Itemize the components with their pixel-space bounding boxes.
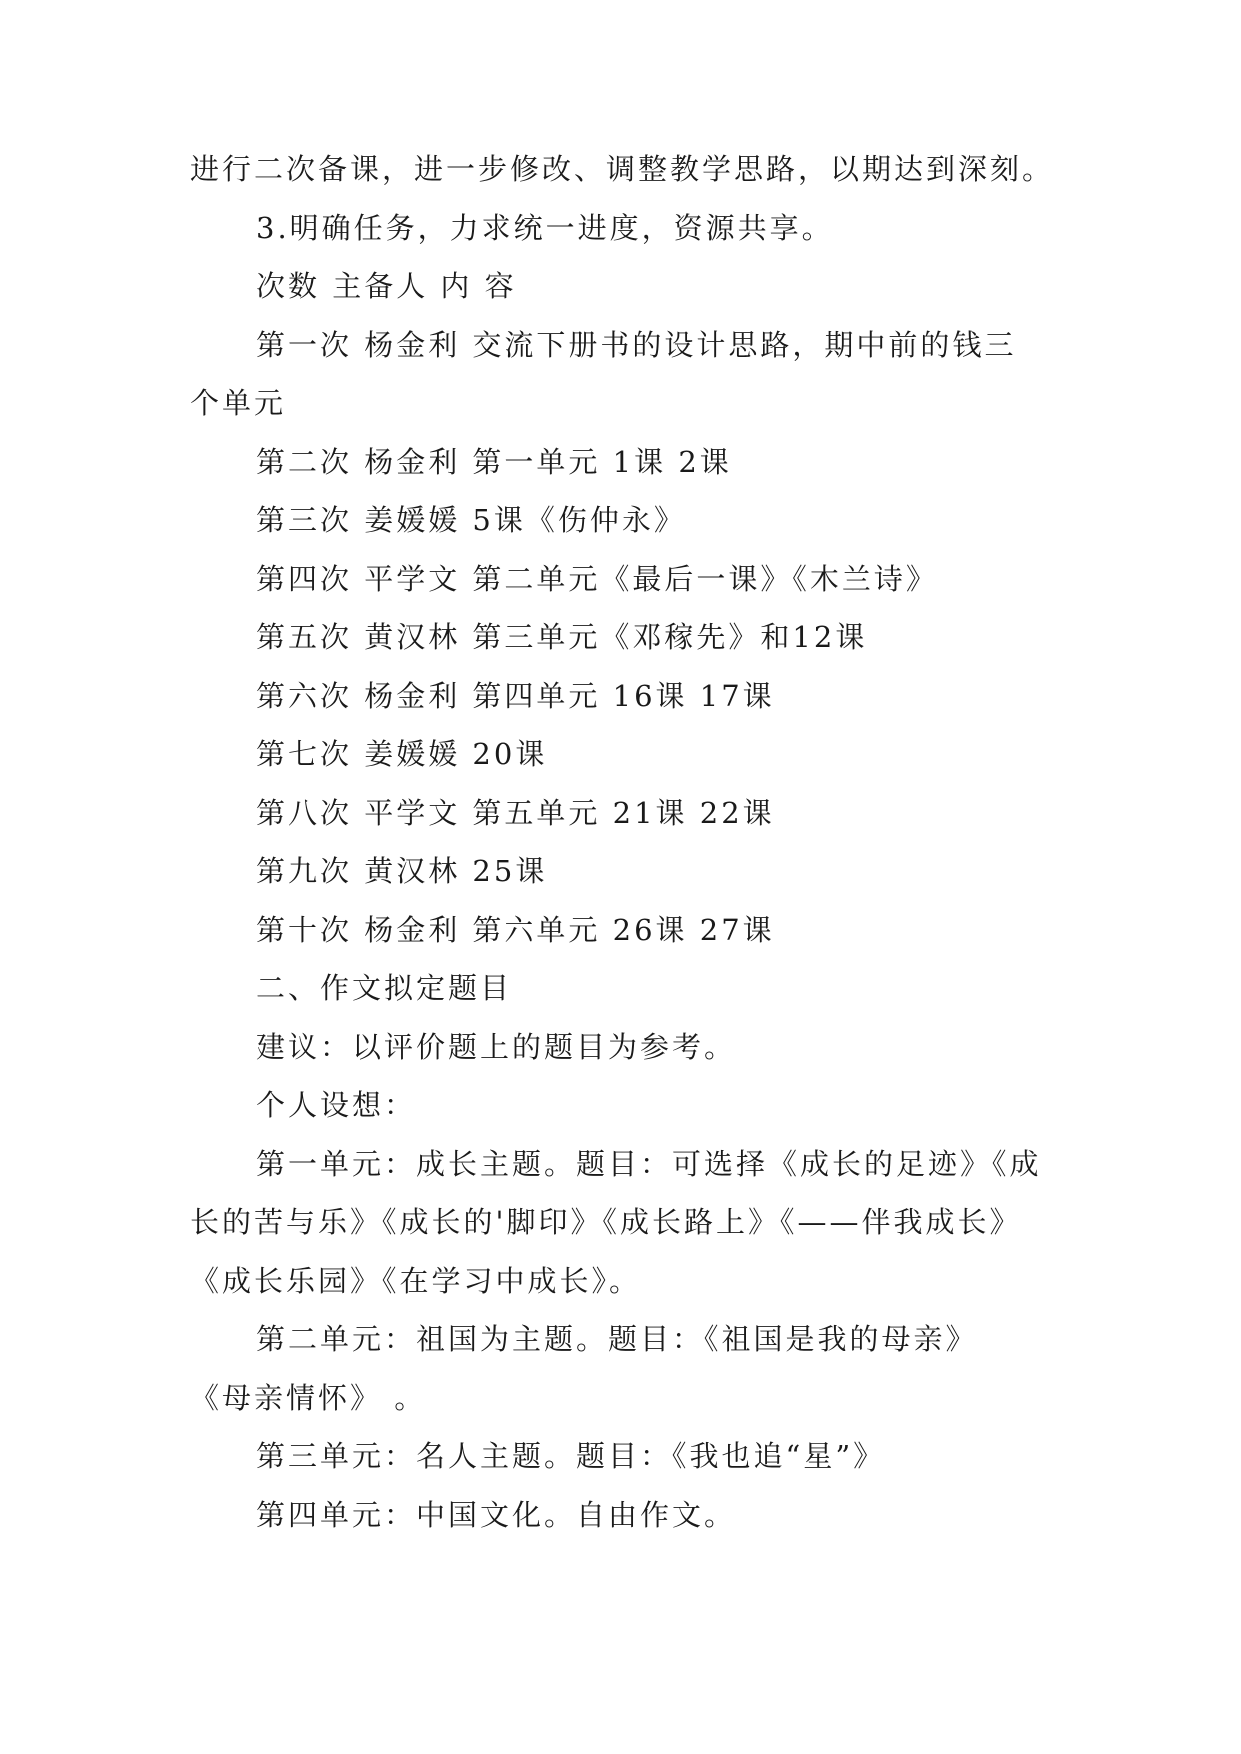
schedule-header: 次数 主备人 内 容 <box>256 269 517 303</box>
paragraph-line: 第二单元：祖国为主题。题目：《祖国是我的母亲》 <box>256 1322 978 1356</box>
schedule-row: 第二次 杨金利 第一单元 1课 2课 <box>256 444 732 479</box>
paragraph-line: 《母亲情怀》 。 <box>190 1380 427 1415</box>
paragraph-line: 个人设想： <box>256 1088 417 1122</box>
document-page <box>190 140 1065 1544</box>
paragraph-line: 建议：以评价题上的题目为参考。 <box>256 1029 737 1064</box>
paragraph-line: 第四单元：中国文化。自由作文。 <box>256 1497 737 1532</box>
paragraph-line: 3.明确任务，力求统一进度，资源共享。 <box>256 210 834 245</box>
paragraph-line: 第一单元：成长主题。题目：可选择《成长的足迹》《成 <box>256 1146 1042 1181</box>
schedule-row: 第一次 杨金利 交流下册书的设计思路，期中前的钱三 <box>256 327 1017 362</box>
schedule-row: 第八次 平学文 第五单元 21课 22课 <box>256 795 775 830</box>
paragraph-line: 《成长乐园》《在学习中成长》。 <box>190 1263 642 1298</box>
schedule-row: 第四次 平学文 第二单元《最后一课》《木兰诗》 <box>256 561 938 596</box>
schedule-row: 第七次 姜媛媛 20课 <box>256 737 548 771</box>
paragraph-line: 长的苦与乐》《成长的'脚印》《成长路上》《——伴我成长》 <box>190 1205 1022 1239</box>
schedule-row: 第三次 姜媛媛 5课《伤仲永》 <box>256 503 686 537</box>
section-heading: 二、作文拟定题目 <box>256 971 513 1005</box>
schedule-row: 第九次 黄汉林 25课 <box>256 854 548 888</box>
paragraph-line: 第三单元：名人主题。题目：《我也追“星”》 <box>256 1439 886 1473</box>
paragraph-line: 进行二次备课，进一步修改、调整教学思路，以期达到深刻。 <box>190 152 1055 186</box>
schedule-row: 第五次 黄汉林 第三单元《邓稼先》和12课 <box>256 620 868 654</box>
schedule-row: 第十次 杨金利 第六单元 26课 27课 <box>256 912 775 947</box>
schedule-row-continuation: 个单元 <box>190 386 287 420</box>
schedule-row: 第六次 杨金利 第四单元 16课 17课 <box>256 678 775 713</box>
